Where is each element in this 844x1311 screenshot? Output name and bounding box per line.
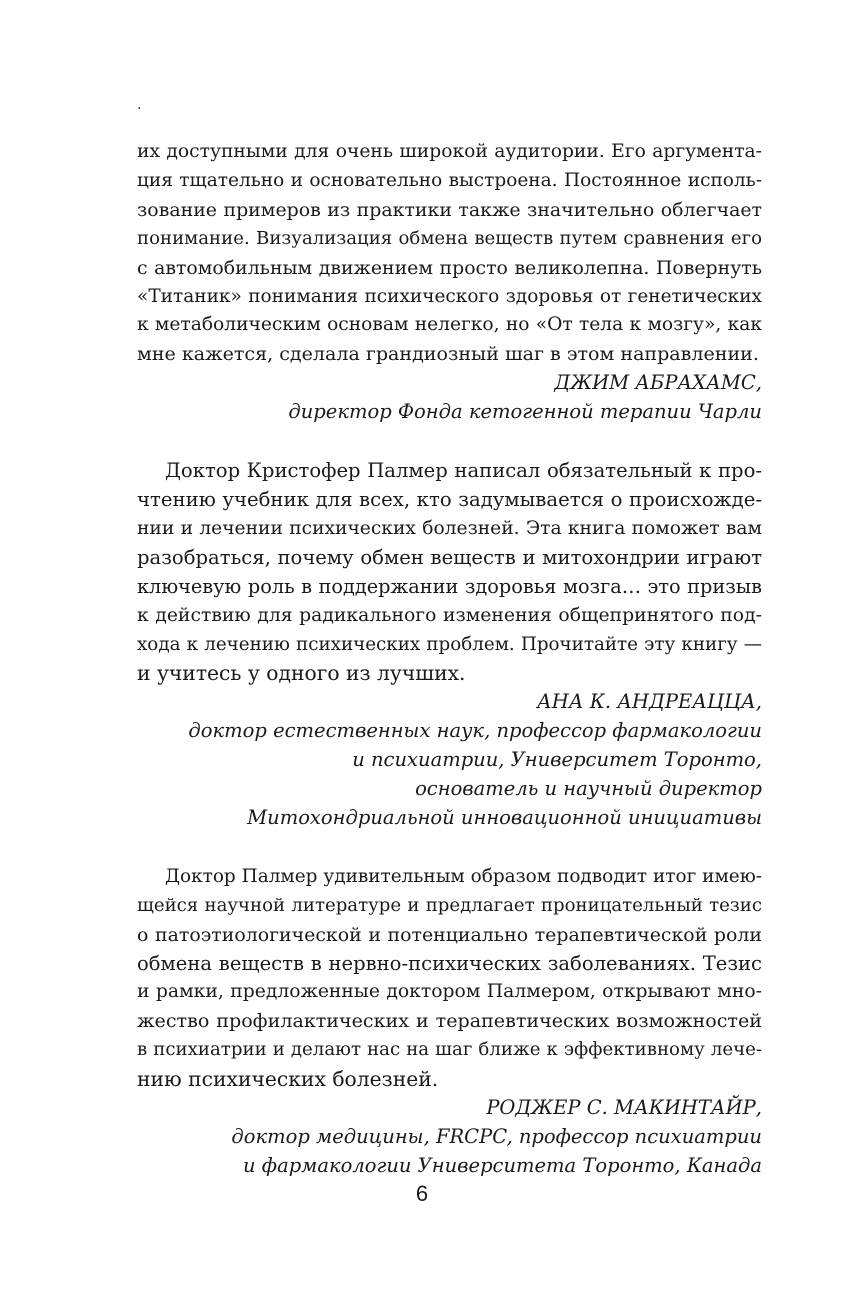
text-line: к действию для радикального изменения общепринятого под- [137, 604, 762, 626]
quote-2-attribution [137, 688, 762, 833]
page-number: 6 [415, 1181, 429, 1206]
text-line: с автомобильным движением просто великолепна. Повернуть [137, 256, 762, 279]
quote-3-text [137, 863, 762, 1094]
text-line: нии и лечении психических болезней. Эта книга поможет вам [137, 517, 762, 539]
text-line: Доктор Палмер удивительным образом подводит итог имею- [165, 865, 762, 887]
text-line: о патоэтиологической и потенциально терапевтической роли [137, 923, 762, 946]
text-line: зование примеров из практики также значительно облегчает [137, 198, 762, 221]
author-credentials: доктор медицины, FRCPC, профессор психиатрии [231, 1125, 762, 1148]
text-line: «Титаник» понимания психического здоровья от генетических [137, 285, 762, 307]
quote-3-attribution [137, 1094, 762, 1181]
text-line: щейся научной литературе и предлагает проницательный тезис [137, 894, 762, 916]
quote-1-text [137, 138, 762, 369]
author-credentials: Митохондриальной инновационной инициативы [247, 805, 762, 829]
blurbs-page [137, 138, 762, 1181]
text-line: нию психических болезней. [137, 1067, 439, 1092]
author-name: ДЖИМ АБРАХАМС, [554, 371, 762, 395]
text-line: ция тщательно и основательно выстроена. Постоянное исполь- [137, 169, 762, 191]
text-line: Доктор Кристофер Палмер написал обязательный к про- [165, 459, 762, 483]
author-name: АНА К. АНДРЕАЦЦА, [537, 690, 762, 714]
text-line: их доступными для очень широкой аудитории. Его аргумента- [137, 141, 762, 162]
author-credentials: основатель и научный директор [415, 777, 762, 801]
text-line: жество профилактических и терапевтических возможностей [137, 1009, 762, 1033]
text-line: мне кажется, сделала грандиозный шаг в этом направлении. [137, 343, 759, 366]
text-line: ключевую роль в поддержании здоровья мозга… это призыв [137, 574, 762, 598]
text-line: к метаболическим основам нелегко, но «От тела к мозгу», как [137, 314, 762, 336]
text-line: и учитесь у одного из лучших. [137, 661, 466, 686]
author-credentials: доктор естественных наук, профессор фармакологии [188, 719, 762, 743]
text-line: в психиатрии и делают нас на шаг ближе к эффективному лече- [137, 1039, 762, 1061]
quote-2-text [137, 457, 762, 688]
author-credentials: директор Фонда кетогенной терапии Чарли [288, 400, 762, 424]
text-line: чтению учебник для всех, кто задумывается о происхожде- [137, 487, 762, 511]
author-credentials: и психиатрии, Университет Торонто, [352, 748, 762, 772]
text-line: и рамки, предложенные доктором Палмером, открывают мно- [137, 981, 762, 1003]
author-name: РОДЖЕР С. МАКИНТАЙР, [486, 1096, 762, 1120]
page-mark: . [137, 97, 142, 113]
text-line: разобраться, почему обмен веществ и митохондрии играют [137, 545, 762, 569]
text-line: обмена веществ в нервно-психических заболеваниях. Тезис [137, 951, 762, 975]
text-line: понимание. Визуализация обмена веществ путем сравнения его [137, 227, 762, 249]
author-credentials: и фармакологии Университета Торонто, Канада [243, 1153, 762, 1177]
text-line: хода к лечению психических проблем. Прочитайте эту книгу — [137, 633, 762, 655]
quote-1-attribution [137, 369, 762, 427]
